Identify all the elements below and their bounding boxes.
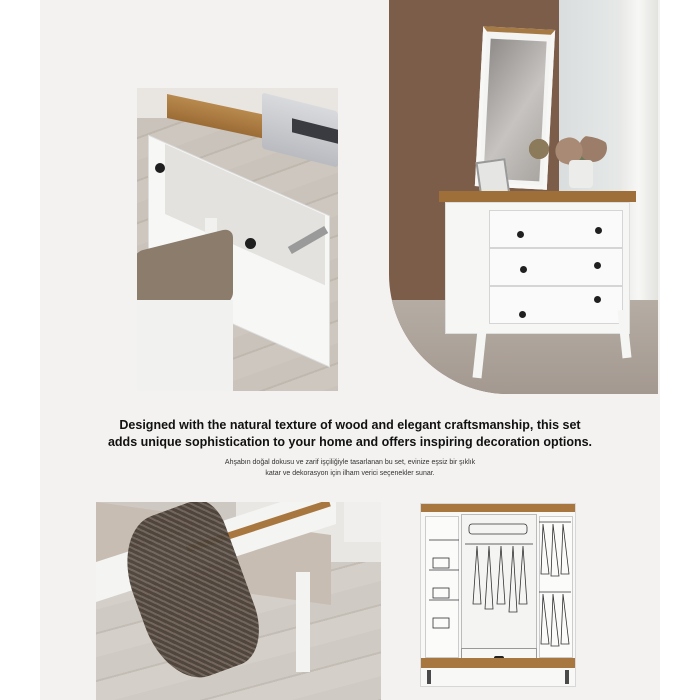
folded-clothes (433, 558, 449, 568)
drawer-knob (519, 311, 526, 318)
dresser-drawer (489, 248, 623, 286)
hanging-clothes (541, 524, 569, 576)
bed-photo (96, 502, 381, 700)
storage-box (469, 524, 527, 534)
hanging-clothes (473, 546, 527, 612)
folded-clothes (433, 618, 449, 628)
vase (569, 160, 593, 188)
folded-clothes (433, 588, 449, 598)
drawer-knob (517, 231, 524, 238)
stool-base (137, 300, 233, 391)
dresser-mirror-photo (389, 0, 658, 394)
wardrobe-leg (565, 670, 569, 684)
desk-drawer-photo (137, 88, 338, 391)
wardrobe-line-art (421, 504, 575, 686)
drawer-knob (155, 163, 165, 173)
headline-line-1: Designed with the natural texture of wood and elegant craftsmanship, this set (119, 418, 581, 432)
dresser-drawer (489, 210, 623, 248)
subline-line-2: katar ve dekorasyon için ilham verici seçenekler sunar. (265, 470, 435, 477)
subline (150, 457, 550, 479)
headline (80, 417, 620, 451)
headline-line-2: adds unique sophistication to your home and offers inspiring decoration options. (107, 435, 593, 449)
drawer-knob (520, 266, 527, 273)
drawer-knob (245, 238, 256, 249)
bed-post (296, 572, 310, 672)
drawer-knob (594, 262, 601, 269)
dresser-drawer (489, 286, 623, 324)
drawer-knob (594, 296, 601, 303)
wardrobe-photo (421, 504, 575, 686)
bedside-table (344, 502, 381, 542)
drawer-knob (595, 227, 602, 234)
dresser-wood-top (439, 191, 636, 202)
hanging-clothes (541, 594, 569, 646)
wardrobe-leg (427, 670, 431, 684)
subline-line-1: Ahşabın doğal dokusu ve zarif işçiliğiyle tasarlanan bu set, evinize eşsiz bir şıklık (224, 459, 476, 466)
